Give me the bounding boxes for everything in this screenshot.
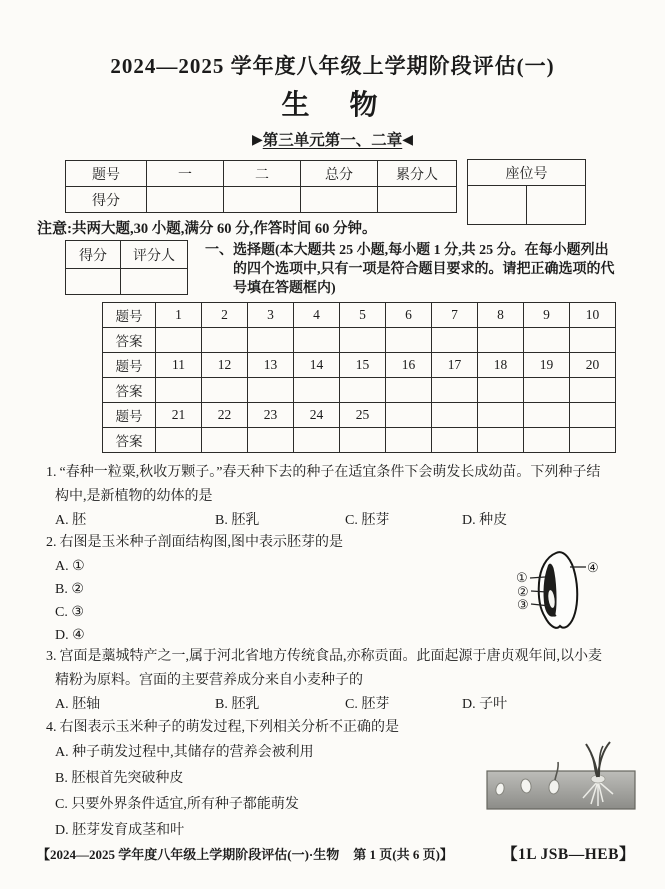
grid-answer-cell	[202, 378, 248, 403]
grid-qnum-cell: 23	[248, 403, 294, 428]
question-text: 构中,是新植物的幼体的是	[55, 489, 213, 504]
grid-qnum-label: 题号	[103, 303, 156, 328]
option-b: B. 胚乳	[215, 697, 260, 712]
diagram-label-4: ④	[587, 560, 599, 575]
grid-answer-cell	[248, 378, 294, 403]
grid-qnum-cell: 6	[386, 303, 432, 328]
grid-answer-cell	[156, 378, 202, 403]
grid-qnum-cell: 5	[340, 303, 386, 328]
grid-qnum-cell	[432, 403, 478, 428]
option-d: D. ④	[55, 628, 85, 643]
seat-number-box	[467, 159, 586, 225]
grid-answer-label: 答案	[103, 378, 156, 403]
grading-blank-cell	[121, 269, 188, 295]
unit-heading	[0, 128, 665, 150]
corn-seed-diagram	[508, 547, 640, 642]
diagram-label-2: ②	[517, 584, 529, 599]
grid-qnum-cell: 19	[524, 353, 570, 378]
left-arrow-icon: ▶	[251, 133, 263, 148]
grid-answer-cell	[570, 328, 616, 353]
option-a: A. 胚轴	[55, 697, 101, 712]
grid-answer-cell	[248, 328, 294, 353]
option-c: C. 只要外界条件适宜,所有种子都能萌发	[55, 797, 299, 812]
instruction-line: 一、选择题(本大题共 25 小题,每小题 1 分,共 25 分。在每小题列出	[205, 243, 609, 258]
grid-answer-cell	[432, 428, 478, 453]
question-3	[46, 645, 647, 717]
grid-qnum-cell: 11	[156, 353, 202, 378]
grid-qnum-cell: 10	[570, 303, 616, 328]
exam-title: 2024—2025 学年度八年级上学期阶段评估(一)	[110, 54, 555, 78]
score-blank-cell	[378, 187, 457, 213]
score-summary-table	[65, 160, 457, 213]
option-b: B. 胚根首先突破种皮	[55, 771, 184, 786]
grid-qnum-cell: 25	[340, 403, 386, 428]
grading-box	[65, 240, 188, 295]
options-row	[46, 509, 647, 533]
score-row-label: 得分	[66, 187, 147, 213]
score-blank-cell	[224, 187, 301, 213]
footer-left-text	[37, 844, 453, 863]
footer-code: 【1L JSB—HEB】	[501, 846, 635, 863]
grid-qnum-cell	[478, 403, 524, 428]
question-text: 右图表示玉米种子的萌发过程,下列相关分析不正确的是	[59, 720, 399, 735]
score-table-header-cell: 累分人	[378, 161, 457, 187]
score-table-header-cell: 一	[147, 161, 224, 187]
option-d: D. 种皮	[462, 513, 508, 528]
grid-qnum-cell: 1	[156, 303, 202, 328]
option-a: A. ①	[55, 559, 85, 574]
grading-grader-label: 评分人	[121, 241, 188, 269]
option-c: C. 胚芽	[345, 697, 390, 712]
notice-text: 共两大题,30 小题,满分 60 分,作答时间 60 分钟。	[72, 221, 377, 237]
grid-answer-cell	[478, 428, 524, 453]
grid-answer-cell	[478, 328, 524, 353]
question-number: 3.	[46, 649, 57, 664]
grid-answer-cell	[478, 378, 524, 403]
grid-qnum-cell	[386, 403, 432, 428]
grid-answer-cell	[524, 328, 570, 353]
grid-answer-cell	[202, 428, 248, 453]
grid-qnum-cell: 13	[248, 353, 294, 378]
question-number: 1.	[46, 465, 57, 480]
grid-qnum-cell: 16	[386, 353, 432, 378]
grid-answer-cell	[202, 328, 248, 353]
grid-answer-label: 答案	[103, 328, 156, 353]
grid-answer-cell	[340, 328, 386, 353]
grid-answer-cell	[570, 378, 616, 403]
question-number: 4.	[46, 720, 57, 735]
grid-qnum-cell: 2	[202, 303, 248, 328]
option-c: C. 胚芽	[345, 513, 390, 528]
grid-qnum-cell: 22	[202, 403, 248, 428]
grid-qnum-label: 题号	[103, 353, 156, 378]
grid-qnum-cell: 21	[156, 403, 202, 428]
grading-score-label: 得分	[66, 241, 121, 269]
grid-answer-cell	[340, 378, 386, 403]
grid-qnum-cell: 24	[294, 403, 340, 428]
grid-qnum-cell: 20	[570, 353, 616, 378]
grid-qnum-cell: 7	[432, 303, 478, 328]
instruction-line: 号填在答题框内)	[233, 281, 336, 296]
grid-answer-cell	[570, 428, 616, 453]
diagram-label-3: ③	[517, 597, 529, 612]
section-one-instructions	[205, 241, 617, 298]
seed-germination-image	[486, 741, 642, 813]
grid-answer-cell	[156, 328, 202, 353]
germination-drawing	[486, 741, 642, 813]
option-a: A. 胚	[55, 513, 87, 528]
grid-answer-cell	[524, 378, 570, 403]
grid-qnum-cell: 18	[478, 353, 524, 378]
diagram-label-1: ①	[516, 570, 528, 585]
grid-answer-cell	[248, 428, 294, 453]
options-row	[46, 693, 647, 717]
right-arrow-icon: ◀	[402, 133, 414, 148]
page-footer	[37, 842, 635, 864]
grid-answer-cell	[294, 328, 340, 353]
grid-answer-cell	[294, 428, 340, 453]
footer-exam-name: 【2024—2025 学年度八年级上学期阶段评估(一)·生物	[37, 847, 340, 862]
score-table-header-cell: 二	[224, 161, 301, 187]
question-1	[46, 461, 647, 533]
answer-grid	[102, 302, 616, 453]
footer-page-info: 第 1 页(共 6 页)】	[353, 847, 453, 862]
grid-qnum-cell: 8	[478, 303, 524, 328]
question-number: 2.	[46, 535, 57, 550]
question-text: “春种一粒粟,秋收万颗子。”春天种下去的种子在适宜条件下会萌发长成幼苗。下列种子结	[59, 465, 601, 480]
grid-answer-cell	[156, 428, 202, 453]
seat-number-blank-cell	[527, 186, 586, 225]
grid-qnum-cell: 17	[432, 353, 478, 378]
grid-qnum-cell	[570, 403, 616, 428]
grading-blank-cell	[66, 269, 121, 295]
grid-qnum-cell: 15	[340, 353, 386, 378]
grid-qnum-cell: 3	[248, 303, 294, 328]
seat-number-blank-cell	[468, 186, 527, 225]
score-table-header-cell: 总分	[301, 161, 378, 187]
seat-number-label: 座位号	[468, 160, 586, 186]
notice-line	[37, 217, 377, 238]
grid-answer-cell	[432, 378, 478, 403]
score-table-header-cell: 题号	[66, 161, 147, 187]
unit-text: 第三单元第一、二章	[262, 132, 403, 149]
grid-qnum-cell: 9	[524, 303, 570, 328]
option-d: D. 子叶	[462, 697, 508, 712]
grid-answer-cell	[294, 378, 340, 403]
grid-qnum-cell	[524, 403, 570, 428]
grid-answer-label: 答案	[103, 428, 156, 453]
option-b: B. ②	[55, 582, 84, 597]
grid-qnum-cell: 14	[294, 353, 340, 378]
grid-answer-cell	[386, 428, 432, 453]
option-a: A. 种子萌发过程中,其储存的营养会被利用	[55, 745, 314, 760]
score-blank-cell	[301, 187, 378, 213]
grid-answer-cell	[386, 328, 432, 353]
grid-answer-cell	[432, 328, 478, 353]
grid-answer-cell	[340, 428, 386, 453]
grid-qnum-cell: 12	[202, 353, 248, 378]
option-c: C. ③	[55, 605, 84, 620]
question-text: 精粉为原料。宫面的主要营养成分来自小麦种子的	[55, 673, 363, 688]
notice-label: 注意:	[37, 221, 72, 237]
question-text: 右图是玉米种子剖面结构图,图中表示胚芽的是	[59, 535, 343, 550]
instruction-line: 的四个选项中,只有一项是符合题目要求的。请把正确选项的代	[233, 262, 615, 277]
grid-qnum-label: 题号	[103, 403, 156, 428]
option-b: B. 胚乳	[215, 513, 260, 528]
option-d: D. 胚芽发育成茎和叶	[55, 823, 185, 838]
subject-title: 生 物	[281, 90, 384, 121]
grid-qnum-cell: 4	[294, 303, 340, 328]
grid-answer-cell	[524, 428, 570, 453]
question-text: 宫面是藁城特产之一,属于河北省地方传统食品,亦称贡面。此面起源于唐贞观年间,以小麦	[59, 649, 602, 664]
grid-answer-cell	[386, 378, 432, 403]
score-blank-cell	[147, 187, 224, 213]
